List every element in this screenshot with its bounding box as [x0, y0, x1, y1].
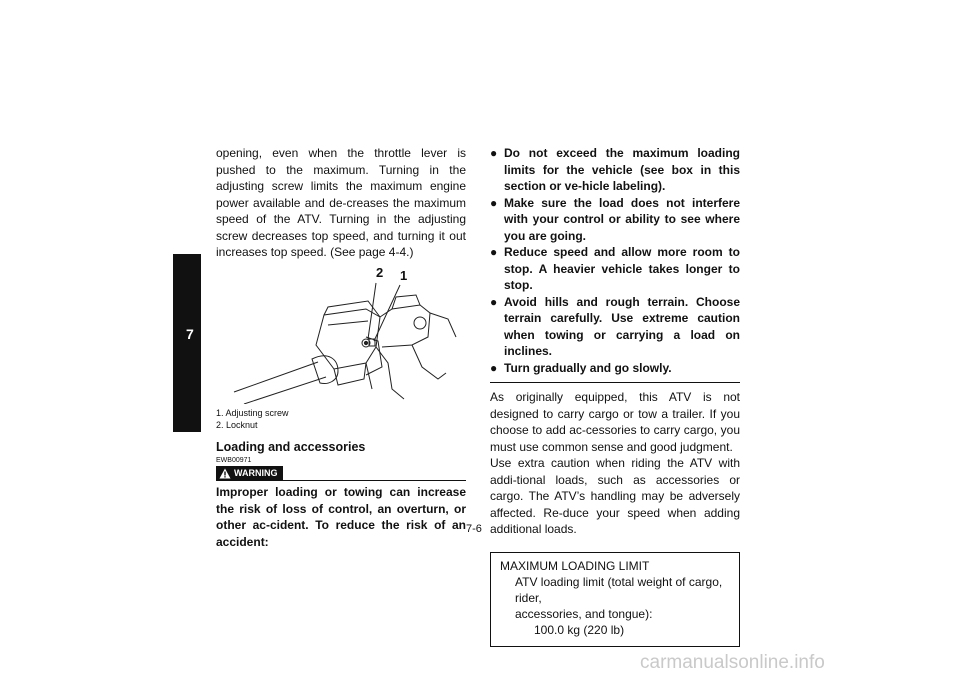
warning-triangle-icon: [219, 468, 231, 479]
bullet-text: Avoid hills and rough terrain. Choose terrain carefully. Use extreme caution when towing or carrying a load on inclines.: [504, 294, 740, 358]
safety-bullet-list: [490, 145, 740, 376]
bullet-item: [490, 244, 740, 294]
warning-end-divider: [490, 382, 740, 383]
bullet-item: [490, 360, 740, 377]
throttle-adjusting-screw-illustration: [216, 264, 466, 404]
limit-box-line-2: accessories, and tongue):: [515, 606, 653, 621]
bullet-item: [490, 195, 740, 245]
bullet-text: Make sure the load does not interfere with your control or ability to see where you are going.: [504, 195, 740, 243]
bullet-icon: ●: [490, 195, 498, 210]
bullet-text: Reduce speed and allow more room to stop. A heavier vehicle takes longer to stop.: [504, 245, 740, 292]
warning-divider: [283, 480, 467, 481]
bullet-icon: ●: [490, 294, 498, 309]
warning-text: Improper loading or towing can increase the risk of loss of control, an overturn, or other ac-cident. To reduce the risk of an accident:: [216, 485, 466, 549]
watermark: carmanualsonline.info: [640, 652, 825, 673]
intro-paragraph: opening, even when the throttle lever is pushed to the maximum. Turning in the adjusting screw limits the maximum engine power available and de-creases the maximum speed of the ATV. Turning in the adjusting screw decreases top speed, and turning it out increases top speed. (See page 4-4.): [216, 146, 466, 259]
right-column: [490, 145, 740, 647]
bullet-item: [490, 145, 740, 195]
bullet-text: Do not exceed the maximum loading limits for the vehicle (see box in this section or ve-hicle labeling).: [504, 146, 740, 193]
section-heading: Loading and accessories: [216, 439, 366, 454]
bullet-icon: ●: [490, 146, 498, 160]
left-column: [216, 145, 466, 550]
figure-callout-2: 2: [376, 264, 384, 280]
cargo-paragraph: As originally equipped, this ATV is not designed to carry cargo or tow a trailer. If you choose to add ac-cessories to carry cargo, you must use common sense and good judgment.: [490, 390, 740, 454]
limit-box-value: 100.0 kg (220 lb): [534, 622, 625, 637]
bullet-icon: ●: [490, 360, 498, 375]
chapter-tab: [173, 254, 201, 432]
figure-callout-1: 1: [400, 267, 408, 283]
warning-code: EWB00971: [216, 457, 252, 464]
bullet-text: Turn gradually and go slowly.: [504, 360, 672, 375]
bullet-icon: ●: [490, 245, 498, 259]
figure-captions: [216, 407, 466, 431]
limit-box-title: MAXIMUM LOADING LIMIT: [500, 558, 650, 573]
warning-label: WARNING: [234, 468, 278, 479]
page-number: 7-6: [466, 523, 482, 535]
warning-badge: [216, 466, 283, 481]
caption-adjusting-screw: 1. Adjusting screw: [216, 407, 289, 418]
chapter-tab-number: 7: [186, 326, 194, 342]
extra-caution-paragraph: Use extra caution when riding the ATV with addi-tional loads, such as accessories or cargo. The ATV’s handling may be adversely affected. Re-duce your speed when adding additional loads.: [490, 456, 740, 536]
bullet-item: [490, 294, 740, 360]
max-loading-limit-box: [490, 552, 740, 647]
limit-box-line-1: ATV loading limit (total weight of cargo, rider,: [515, 574, 723, 605]
warning-header: [216, 466, 466, 481]
caption-locknut: 2. Locknut: [216, 419, 258, 430]
handlebar-drawing: [216, 264, 466, 404]
